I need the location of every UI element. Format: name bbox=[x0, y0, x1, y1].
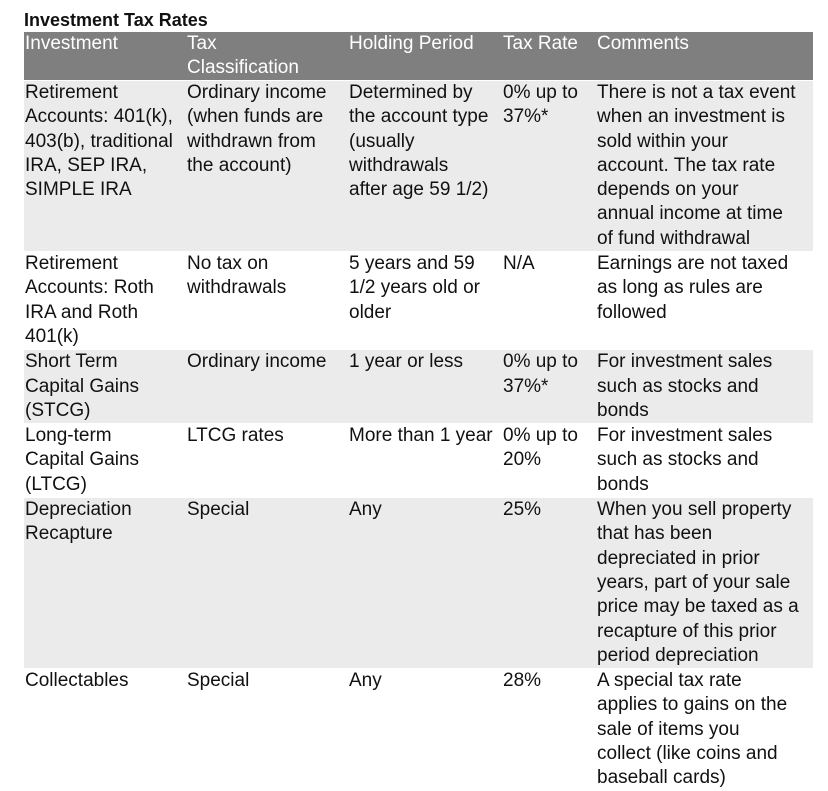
column-header-holding-period: Holding Period bbox=[348, 32, 502, 81]
table-row bbox=[24, 498, 813, 669]
table-row bbox=[24, 252, 813, 350]
cell-investment: Short Term Capital Gains (STCG) bbox=[24, 350, 186, 424]
cell-classification: No tax on withdrawals bbox=[186, 252, 348, 350]
table-header bbox=[24, 32, 813, 81]
cell-comments: There is not a tax event when an investment is sold within your account. The tax rate depends on your annual income at time of fund withdrawal bbox=[596, 81, 813, 252]
cell-holding-period: 5 years and 59 1/2 years old or older bbox=[348, 252, 502, 350]
cell-tax-rate: 25% bbox=[502, 498, 596, 669]
cell-comments: Earnings are not taxed as long as rules are followed bbox=[596, 252, 813, 350]
cell-holding-period: Determined by the account type (usually withdrawals after age 59 1/2) bbox=[348, 81, 502, 252]
column-header-investment: Investment bbox=[24, 32, 186, 81]
cell-investment: Long-term Capital Gains (LTCG) bbox=[24, 424, 186, 498]
column-header-tax-rate: Tax Rate bbox=[502, 32, 596, 81]
cell-investment: Retirement Accounts: 401(k), 403(b), traditional IRA, SEP IRA, SIMPLE IRA bbox=[24, 81, 186, 252]
document-title: Investment Tax Rates bbox=[24, 10, 208, 30]
tax-rates-table bbox=[24, 32, 813, 791]
table-body bbox=[24, 81, 813, 791]
cell-tax-rate: 0% up to 20% bbox=[502, 424, 596, 498]
header-row bbox=[24, 32, 813, 81]
cell-classification: LTCG rates bbox=[186, 424, 348, 498]
cell-tax-rate: 0% up to 37%* bbox=[502, 81, 596, 252]
cell-classification: Special bbox=[186, 669, 348, 791]
cell-classification: Special bbox=[186, 498, 348, 669]
cell-investment: Retirement Accounts: Roth IRA and Roth 401(k) bbox=[24, 252, 186, 350]
cell-classification: Ordinary income (when funds are withdrawn from the account) bbox=[186, 81, 348, 252]
cell-investment: Collectables bbox=[24, 669, 186, 791]
cell-comments: When you sell property that has been depreciated in prior years, part of your sale price may be taxed as a recapture of this prior period depreciation bbox=[596, 498, 813, 669]
cell-classification: Ordinary income bbox=[186, 350, 348, 424]
table-row bbox=[24, 669, 813, 791]
cell-holding-period: Any bbox=[348, 498, 502, 669]
cell-holding-period: Any bbox=[348, 669, 502, 791]
cell-holding-period: More than 1 year bbox=[348, 424, 502, 498]
cell-comments: A special tax rate applies to gains on the sale of items you collect (like coins and baseball cards) bbox=[596, 669, 813, 791]
cell-tax-rate: 0% up to 37%* bbox=[502, 350, 596, 424]
cell-comments: For investment sales such as stocks and bonds bbox=[596, 424, 813, 498]
column-header-comments: Comments bbox=[596, 32, 813, 81]
cell-tax-rate: 28% bbox=[502, 669, 596, 791]
table-row bbox=[24, 424, 813, 498]
cell-tax-rate: N/A bbox=[502, 252, 596, 350]
cell-comments: For investment sales such as stocks and bonds bbox=[596, 350, 813, 424]
table-row bbox=[24, 350, 813, 424]
column-header-tax-classification: Tax Classification bbox=[186, 32, 348, 81]
cell-holding-period: 1 year or less bbox=[348, 350, 502, 424]
table-row bbox=[24, 81, 813, 252]
cell-investment: Depreciation Recapture bbox=[24, 498, 186, 669]
